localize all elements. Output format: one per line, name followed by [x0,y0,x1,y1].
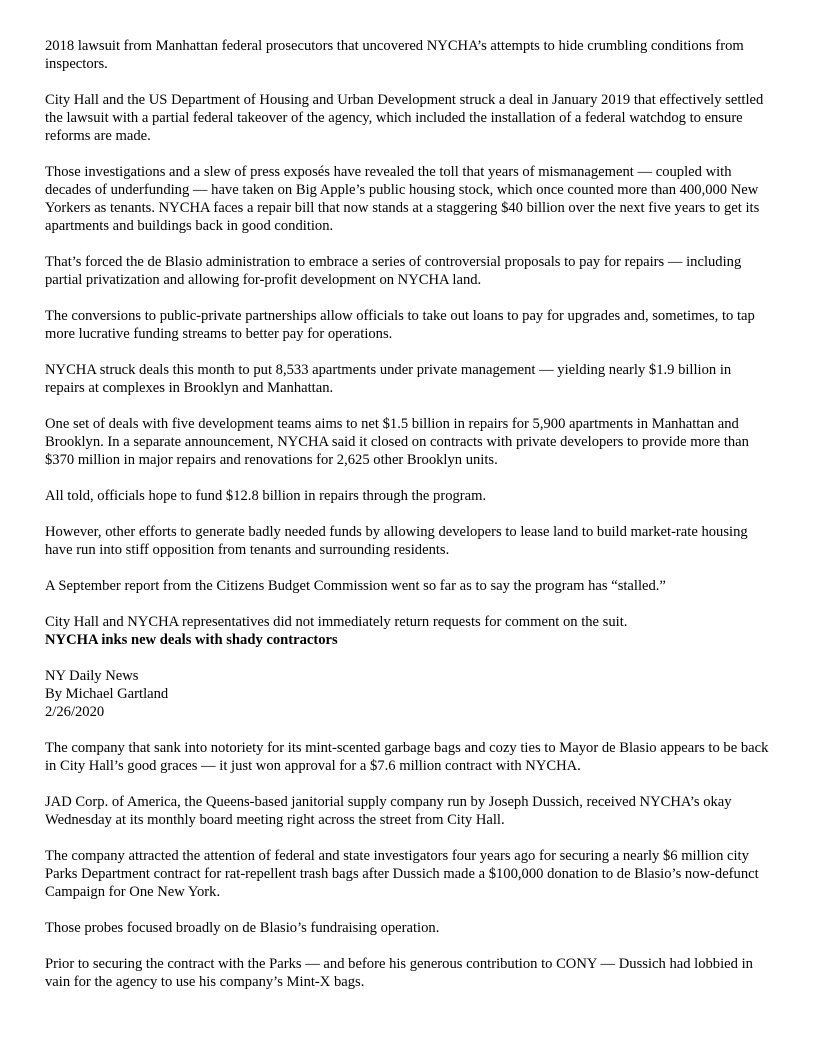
article1-paragraph-8: All told, officials hope to fund $12.8 billion in repairs through the program. [45,488,487,504]
article1-paragraph-5: The conversions to public-private partnerships allow officials to take out loans to pay for upgrades and, sometimes, to tap more lucrative funding streams to better pay for operations. [45,308,755,342]
article2-paragraph-4: Those probes focused broadly on de Blasio’s fundraising operation. [45,920,440,936]
article1-paragraph-10: A September report from the Citizens Budget Commission went so far as to say the program has “stalled.” [45,578,666,594]
article2-author: By Michael Gartland [45,686,169,702]
document-page [45,37,773,1009]
article2-byline [45,667,773,721]
article2-paragraph-1: The company that sank into notoriety for its mint-scented garbage bags and cozy ties to Mayor de Blasio appears to be back in City Hall’s good graces — it just won approval for a $7.6 million contract with NYCHA. [45,740,769,774]
article2-paragraph-3: The company attracted the attention of federal and state investigators four years ago for securing a nearly $6 million city Parks Department contract for rat-repellent trash bags after Dussich made a $100,000 donation to de Blasio’s now-defunct Campaign for One New York. [45,848,759,900]
article2-date: 2/26/2020 [45,704,105,720]
article1-paragraph-4: That’s forced the de Blasio administration to embrace a series of controversial proposals to pay for repairs — including partial privatization and allowing for-profit development on NYCHA land. [45,254,742,288]
article1-paragraph-9: However, other efforts to generate badly needed funds by allowing developers to lease land to build market-rate housing have run into stiff opposition from tenants and surrounding residents. [45,524,748,558]
article1-paragraph-6: NYCHA struck deals this month to put 8,533 apartments under private management — yielding nearly $1.9 billion in repairs at complexes in Brooklyn and Manhattan. [45,362,732,396]
article1-paragraph-11: City Hall and NYCHA representatives did not immediately return requests for comment on the suit. [45,614,628,630]
article2-headline: NYCHA inks new deals with shady contractors [45,632,338,648]
article2-paragraph-2: JAD Corp. of America, the Queens-based janitorial supply company run by Joseph Dussich, received NYCHA’s okay Wednesday at its monthly board meeting right across the street from City Hall. [45,794,732,828]
article1-paragraph-7: One set of deals with five development teams aims to net $1.5 billion in repairs for 5,900 apartments in Manhattan and Brooklyn. In a separate announcement, NYCHA said it closed on contracts with private developers to provide more than $370 million in major repairs and renovations for 2,625 other Brooklyn units. [45,416,749,468]
article1-paragraph-3: Those investigations and a slew of press exposés have revealed the toll that years of mismanagement — coupled with decades of underfunding — have taken on Big Apple’s public housing stock, which once counted more than 400,000 New Yorkers as tenants. NYCHA faces a repair bill that now stands at a staggering $40 billion over the next five years to get its apartments and buildings back in good condition. [45,164,760,234]
article2-source: NY Daily News [45,668,139,684]
article1-paragraph-1: 2018 lawsuit from Manhattan federal prosecutors that uncovered NYCHA’s attempts to hide crumbling conditions from inspectors. [45,38,744,72]
article1-paragraph-2: City Hall and the US Department of Housing and Urban Development struck a deal in January 2019 that effectively settled the lawsuit with a partial federal takeover of the agency, which included the installation of a federal watchdog to ensure reforms are made. [45,92,764,144]
article2-paragraph-5: Prior to securing the contract with the Parks — and before his generous contribution to CONY — Dussich had lobbied in vain for the agency to use his company’s Mint-X bags. [45,956,753,990]
